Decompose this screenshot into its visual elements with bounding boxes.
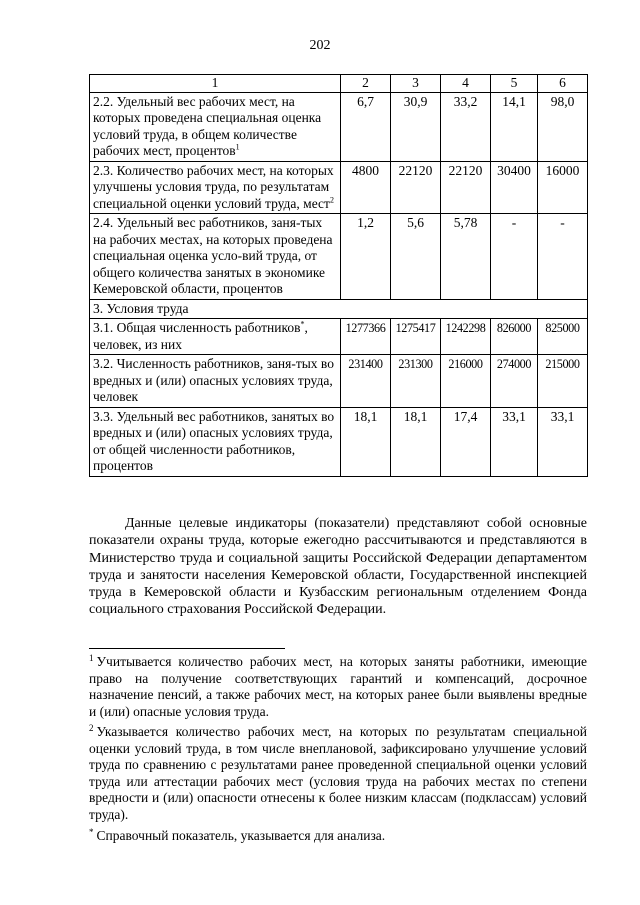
value-cell: 4800 — [341, 161, 391, 214]
footnote-ref: 2 — [329, 195, 334, 204]
section-row — [90, 299, 588, 319]
table-row — [90, 407, 588, 476]
footnote-1: $^1$ Учитывается количество рабочих мест, на которых заняты работники, имеющие право на получение соответствующих гарантий и компенсаций, досрочное назначение пенсий, а также рабочих мест, на которых ранее были выявлены вредные и (или) опасные условия труда. — [89, 653, 587, 719]
header-cell: 6 — [538, 75, 588, 93]
header-cell: 2 — [341, 75, 391, 93]
value-cell: 1275417 — [391, 319, 441, 355]
indicator-label: 3.2. Численность работников, заня-тых во вредных и (или) опасных условиях труда, человек — [90, 355, 341, 408]
table-header-row — [90, 75, 588, 93]
value-cell: 5,6 — [391, 214, 441, 300]
footnote-ref: * — [300, 319, 305, 329]
value-cell: 6,7 — [341, 92, 391, 161]
footnote-mark: 1 — [89, 653, 94, 663]
table-row — [90, 92, 588, 161]
table-row — [90, 214, 588, 300]
indicator-label: 3.1. Общая численность работников*, человек, из них — [90, 319, 341, 355]
footnote-separator — [89, 648, 285, 649]
footnote-3: * Справочный показатель, указывается для анализа. — [89, 827, 386, 843]
table-row — [90, 161, 588, 214]
value-cell: 30,9 — [391, 92, 441, 161]
value-cell: 22120 — [391, 161, 441, 214]
value-cell: 98,0 — [538, 92, 588, 161]
value-cell: 33,1 — [491, 407, 538, 476]
value-cell: 231400 — [341, 355, 391, 408]
header-cell: 4 — [441, 75, 491, 93]
value-cell: 274000 — [491, 355, 538, 408]
header-cell: 1 — [90, 75, 341, 93]
indicator-label: 3.3. Удельный вес работников, занятых во вредных и (или) опасных условиях труда, от общей численности работников, процентов — [90, 407, 341, 476]
value-cell: 231300 — [391, 355, 441, 408]
value-cell: 14,1 — [491, 92, 538, 161]
section-heading: 3. Условия труда — [90, 299, 588, 319]
indicator-label: 2.4. Удельный вес работников, заня-тых на рабочих местах, на которых проведена специальная оценка усло-вий труда, от общего количества занятых в экономике Кемеровской области, процентов — [90, 214, 341, 300]
value-cell: 5,78 — [441, 214, 491, 300]
body-paragraph: Данные целевые индикаторы (показатели) представляют собой основные показатели охраны труда, которые ежегодно рассчитываются и представляются в Министерство труда и социальной защиты Российской Федерации департаментом труда и занятости населения Кемеровской области, Государственной инспекцией труда в Кемеровской области и Кузбасским региональным отделением Фонда социального страхования Российской Федерации. — [89, 516, 587, 618]
value-cell: 826000 — [491, 319, 538, 355]
value-cell: - — [491, 214, 538, 300]
header-cell: 5 — [491, 75, 538, 93]
table-row — [90, 319, 588, 355]
indicator-label: 2.2. Удельный вес рабочих мест, на которых проведена специальная оценка условий труда, в общем количестве рабочих мест, процентов$^1$ — [90, 92, 341, 161]
value-cell: 17,4 — [441, 407, 491, 476]
value-cell: 16000 — [538, 161, 588, 214]
value-cell: 1277366 — [341, 319, 391, 355]
value-cell: 18,1 — [341, 407, 391, 476]
indicators-table — [89, 74, 588, 477]
value-cell: 825000 — [538, 319, 588, 355]
value-cell: 18,1 — [391, 407, 441, 476]
header-cell: 3 — [391, 75, 441, 93]
indicator-label: 2.3. Количество рабочих мест, на которых улучшены условия труда, по результатам специальной оценки условий труда, мест$^2$ — [90, 161, 341, 214]
value-cell: 22120 — [441, 161, 491, 214]
value-cell: 215000 — [538, 355, 588, 408]
footnote-mark: * — [89, 827, 94, 837]
footnote-2: $^2$ Указывается количество рабочих мест, на которых по результатам специальной оценки условий труда, в том числе внеплановой, зафиксировано улучшение условий труда по сравнению с результатами ранее проведенной специальной оценки условий труда или аттестации рабочих мест (условия труда на рабочих местах по степени вредности и (или) опасности отнесены к более низким классам (подклассам) условий труда). — [89, 723, 587, 822]
footnote-mark: 2 — [89, 723, 94, 733]
footnote-ref: 1 — [235, 142, 240, 152]
value-cell: 1,2 — [341, 214, 391, 300]
value-cell: 216000 — [441, 355, 491, 408]
value-cell: - — [538, 214, 588, 300]
value-cell: 30400 — [491, 161, 538, 214]
value-cell: 33,2 — [441, 92, 491, 161]
value-cell: 1242298 — [441, 319, 491, 355]
value-cell: 33,1 — [538, 407, 588, 476]
page-number: 202 — [309, 38, 331, 53]
table-row — [90, 355, 588, 408]
